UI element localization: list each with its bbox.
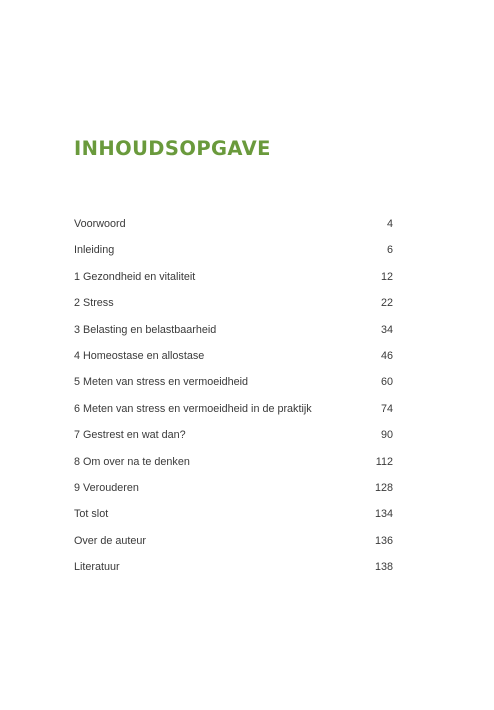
toc-entry-chapter-1[interactable] bbox=[74, 264, 393, 290]
toc-entry-page-number: 6 bbox=[386, 244, 393, 257]
toc-entry-voorwoord[interactable] bbox=[74, 211, 393, 237]
toc-entry-title: 8 Om over na te denken bbox=[74, 455, 190, 468]
toc-entry-title: 2 Stress bbox=[74, 297, 114, 310]
toc-entry-title: 1 Gezondheid en vitaliteit bbox=[74, 270, 196, 283]
toc-entry-page-number: 22 bbox=[380, 297, 393, 310]
toc-entry-page-number: 134 bbox=[374, 508, 393, 521]
toc-entry-literatuur[interactable] bbox=[74, 554, 393, 580]
toc-entry-over-de-auteur[interactable] bbox=[74, 528, 393, 554]
toc-entry-page-number: 34 bbox=[380, 323, 393, 336]
toc-entry-title: 5 Meten van stress en vermoeidheid bbox=[74, 376, 249, 389]
toc-entry-title: 3 Belasting en belastbaarheid bbox=[74, 323, 217, 336]
toc-entry-title: Tot slot bbox=[74, 508, 109, 521]
toc-entry-page-number: 4 bbox=[386, 218, 393, 230]
toc-entry-title: Literatuur bbox=[74, 561, 120, 574]
toc-entry-title: Over de auteur bbox=[74, 534, 147, 547]
toc-entry-page-number: 90 bbox=[380, 429, 393, 442]
table-of-contents bbox=[74, 211, 393, 580]
toc-entry-page-number: 74 bbox=[380, 402, 393, 415]
toc-entry-chapter-6[interactable] bbox=[74, 396, 393, 422]
toc-entry-chapter-2[interactable] bbox=[74, 290, 393, 316]
toc-entry-chapter-3[interactable] bbox=[74, 317, 393, 343]
toc-entry-chapter-4[interactable] bbox=[74, 343, 393, 369]
toc-entry-page-number: 128 bbox=[374, 481, 393, 494]
toc-entry-title: 7 Gestrest en wat dan? bbox=[74, 429, 186, 442]
toc-entry-title: 9 Verouderen bbox=[74, 481, 139, 494]
toc-entry-tot-slot[interactable] bbox=[74, 501, 393, 527]
toc-entry-title: 6 Meten van stress en vermoeidheid in de praktijk bbox=[74, 402, 312, 415]
toc-entry-page-number: 46 bbox=[380, 349, 393, 362]
toc-entry-chapter-8[interactable] bbox=[74, 449, 393, 475]
toc-entry-page-number: 136 bbox=[374, 534, 393, 547]
page-title: INHOUDSOPGAVE bbox=[74, 137, 271, 160]
toc-entry-chapter-9[interactable] bbox=[74, 475, 393, 501]
toc-entry-chapter-7[interactable] bbox=[74, 422, 393, 448]
toc-entry-title: Inleiding bbox=[74, 244, 115, 257]
toc-entry-inleiding[interactable] bbox=[74, 237, 393, 263]
toc-entry-title: Voorwoord bbox=[74, 218, 126, 230]
toc-entry-chapter-5[interactable] bbox=[74, 369, 393, 395]
toc-entry-page-number: 60 bbox=[380, 376, 393, 389]
toc-entry-title: 4 Homeostase en allostase bbox=[74, 349, 205, 362]
toc-entry-page-number: 12 bbox=[380, 270, 393, 283]
toc-entry-page-number: 112 bbox=[375, 455, 393, 468]
toc-entry-page-number: 138 bbox=[374, 561, 393, 574]
